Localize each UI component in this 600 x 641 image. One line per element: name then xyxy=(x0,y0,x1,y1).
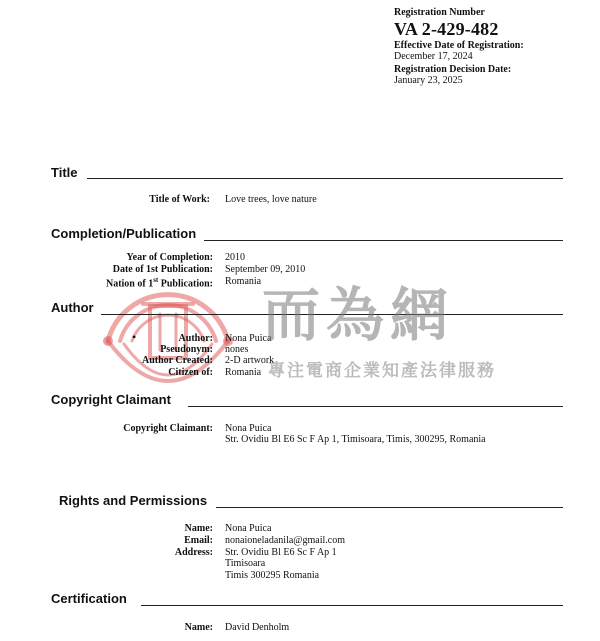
effective-date-value: December 17, 2024 xyxy=(394,51,473,62)
nation-of-publication-value: Romania xyxy=(225,276,262,287)
claimant-address: Str. Ovidiu Bl E6 Sc F Ap 1, Timisoara, Timis, 300295, Romania xyxy=(225,434,486,445)
author-created-label: Author Created: xyxy=(141,355,213,366)
certification-rule xyxy=(141,605,563,606)
title-of-work-label: Title of Work: xyxy=(149,194,210,205)
copyright-claimant-label: Copyright Claimant: xyxy=(123,423,213,434)
rights-email-label: Email: xyxy=(184,535,213,546)
pseudonym-value: nones xyxy=(225,344,249,355)
rights-address-line1: Str. Ovidiu Bl E6 Sc F Ap 1 xyxy=(225,547,337,558)
watermark-subtitle: 專注電商企業知產法律服務 xyxy=(268,361,496,380)
registration-number: VA 2-429-482 xyxy=(394,19,499,39)
author-value: Nona Puica xyxy=(225,333,272,344)
claimant-rule xyxy=(188,406,563,407)
completion-heading: Completion/Publication xyxy=(51,226,197,241)
first-publication-date-label: Date of 1st Publication: xyxy=(112,264,213,275)
rights-name-value: Nona Puica xyxy=(225,523,272,534)
copyright-claimant-heading: Copyright Claimant xyxy=(51,392,171,407)
rights-email-value: nonaioneladanila@gmail.com xyxy=(225,535,346,546)
title-rule xyxy=(87,178,563,179)
certification-heading: Certification xyxy=(51,591,127,606)
decision-date-value: January 23, 2025 xyxy=(394,75,463,86)
effective-date-label: Effective Date of Registration: xyxy=(394,40,524,51)
rights-address-line3: Timis 300295 Romania xyxy=(225,570,320,581)
rights-name-label: Name: xyxy=(184,523,213,534)
decision-date-label: Registration Decision Date: xyxy=(394,64,512,75)
certification-name-value: David Denholm xyxy=(225,622,290,633)
watermark-brand-text: 而為網 xyxy=(262,283,455,348)
bullet-icon: • xyxy=(132,330,137,344)
rights-address-label: Address: xyxy=(174,547,213,558)
first-publication-date-value: September 09, 2010 xyxy=(225,264,306,275)
rights-rule xyxy=(216,507,563,508)
certification-name-label: Name: xyxy=(184,622,213,633)
author-created-value: 2-D artwork xyxy=(225,355,275,366)
rights-heading: Rights and Permissions xyxy=(59,493,208,508)
citizen-of-value: Romania xyxy=(225,367,262,378)
citizen-of-label: Citizen of: xyxy=(168,367,213,378)
author-label: Author: xyxy=(178,333,213,344)
title-heading: Title xyxy=(51,165,78,180)
rights-address-line2: Timisoara xyxy=(225,558,266,569)
author-heading: Author xyxy=(51,300,94,315)
nation-of-publication-label: Nation of 1st Publication: xyxy=(105,276,213,290)
completion-rule xyxy=(204,240,563,241)
year-of-completion-label: Year of Completion: xyxy=(126,252,213,263)
year-of-completion-value: 2010 xyxy=(225,252,245,263)
registration-number-label: Registration Number xyxy=(394,7,485,18)
claimant-name: Nona Puica xyxy=(225,423,272,434)
title-of-work-value: Love trees, love nature xyxy=(225,194,317,205)
pseudonym-label: Pseudonym: xyxy=(160,344,213,355)
